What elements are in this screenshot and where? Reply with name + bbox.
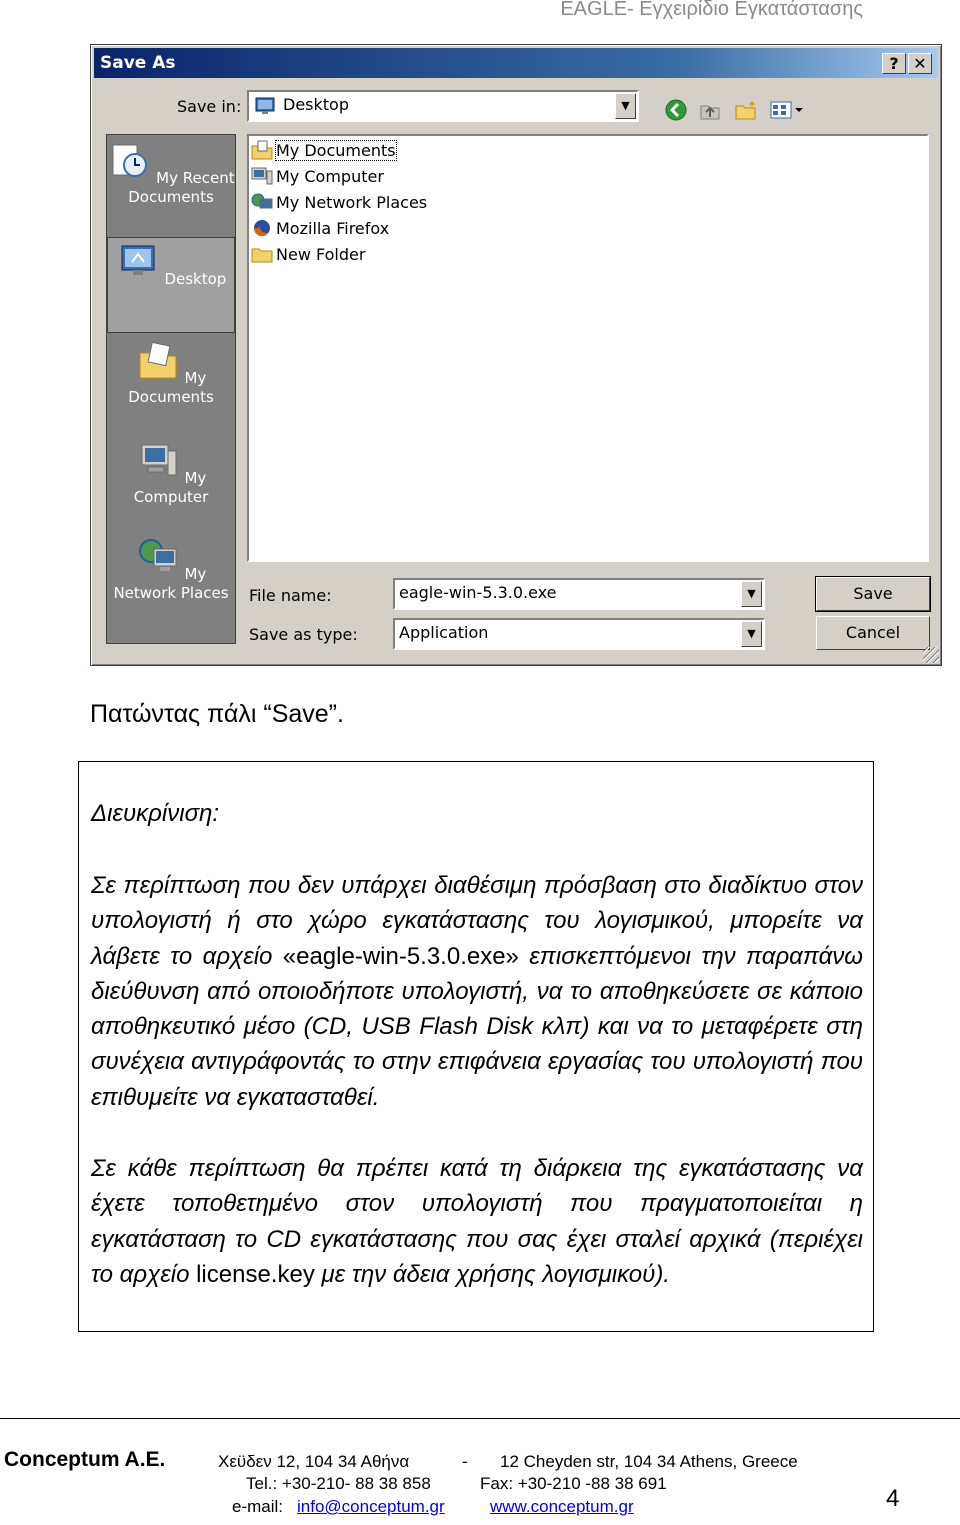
save-as-type-select[interactable]: [393, 618, 765, 650]
file-name-value: eagle-win-5.3.0.exe: [399, 583, 557, 602]
file-name-input[interactable]: [393, 578, 765, 610]
footer-separator: -: [462, 1452, 468, 1471]
save-button[interactable]: Save: [816, 577, 930, 611]
my-computer-icon: [251, 166, 273, 186]
cancel-button[interactable]: Cancel: [816, 616, 930, 650]
footer-fax: Fax: +30-210 -88 38 691: [480, 1474, 667, 1493]
save-as-type-label: Save as type:: [249, 625, 358, 644]
clarification-box: [78, 761, 874, 1332]
views-menu-icon[interactable]: [769, 98, 805, 122]
place-my-documents[interactable]: [107, 341, 235, 407]
file-list[interactable]: [247, 134, 929, 562]
page-header: EAGLE- Εγχειρίδιο Εγκατάστασης: [560, 0, 863, 20]
save-in-label: Save in:: [177, 97, 242, 116]
caption: Πατώντας πάλι “Save”.: [90, 700, 344, 728]
clarification-paragraph-1: [91, 868, 863, 1115]
paragraph-text: επισκεπτόμενοι την παραπάνω διεύθυνση από οποιοδήποτε υπολογιστή, να το αποθηκεύσετε σε κάποιο αποθηκευτικό μέσο (CD, USB Flash Disk κλπ) και να το μεταφέρετε στη συνέχεια αντιγράφοντάς το στην επιφάνεια εργασίας του υπολογιστή που επιθυμείτε να εγκατασταθεί.: [91, 942, 863, 1111]
chevron-down-icon[interactable]: ▼: [615, 93, 636, 119]
save-in-combo[interactable]: [247, 90, 639, 122]
save-in-value: Desktop: [283, 95, 349, 114]
file-item-my-documents[interactable]: [251, 138, 396, 162]
place-label: Desktop: [164, 270, 227, 288]
close-button[interactable]: ✕: [908, 53, 932, 74]
save-as-type-value: Application: [399, 623, 489, 642]
my-documents-icon: [251, 140, 273, 160]
footer-email-label: e-mail:: [232, 1497, 284, 1516]
file-name-label: File name:: [249, 586, 332, 605]
footer-company: Conceptum A.E.: [4, 1448, 166, 1471]
footer-email-link[interactable]: info@conceptum.gr: [297, 1497, 445, 1516]
footer-address-gr: Χεϋδεν 12, 104 34 Αθήνα: [218, 1452, 410, 1471]
place-label: My Computer: [133, 469, 209, 506]
file-item-my-network-places[interactable]: [251, 190, 427, 214]
page-number: 4: [886, 1485, 900, 1512]
chevron-down-icon[interactable]: ▼: [741, 581, 762, 607]
folder-icon: [251, 244, 273, 264]
paragraph-text: με την άδεια χρήσης λογισμικού).: [314, 1260, 670, 1288]
up-folder-icon[interactable]: [697, 98, 723, 122]
place-my-recent-documents[interactable]: [107, 141, 235, 207]
desktop-icon: [255, 96, 277, 116]
footer-divider: [0, 1418, 960, 1419]
file-item-mozilla-firefox[interactable]: [251, 216, 389, 240]
file-name: My Computer: [276, 166, 384, 186]
file-name: My Network Places: [276, 192, 428, 212]
save-as-dialog: [90, 44, 942, 666]
resize-grip[interactable]: [923, 647, 939, 663]
file-reference: license.key: [196, 1260, 315, 1288]
place-label: My Network Places: [113, 565, 229, 602]
place-my-computer[interactable]: [107, 441, 235, 507]
clarification-paragraph-2: [91, 1151, 863, 1292]
dialog-titlebar[interactable]: [94, 48, 938, 78]
places-bar: [106, 134, 236, 644]
footer-tel: Tel.: +30-210- 88 38 858: [246, 1474, 431, 1493]
footer-address-en: 12 Cheyden str, 104 34 Athens, Greece: [500, 1452, 798, 1471]
network-places-icon: [136, 537, 180, 577]
file-reference: «eagle-win-5.3.0.exe»: [282, 942, 519, 970]
network-places-icon: [251, 192, 273, 212]
clarification-title: Διευκρίνιση:: [91, 800, 220, 827]
place-desktop[interactable]: [107, 237, 235, 333]
file-name: My Documents: [276, 140, 396, 160]
my-computer-icon: [136, 441, 180, 481]
paragraph-text: Σε περίπτωση που δεν υπάρχει διαθέσιμη πρόσβαση στο διαδίκτυο στον υπολογιστή ή στο χώρο εγκατάστασης του λογισμικού, μπορείτε να λάβετε το αρχείο: [91, 872, 863, 970]
place-label: My Recent Documents: [128, 169, 235, 206]
footer-website-link[interactable]: www.conceptum.gr: [490, 1497, 634, 1516]
file-name: New Folder: [276, 244, 366, 264]
place-label: My Documents: [128, 369, 214, 406]
help-button[interactable]: ?: [882, 53, 906, 74]
file-item-my-computer[interactable]: [251, 164, 384, 188]
firefox-icon: [251, 218, 273, 238]
chevron-down-icon[interactable]: ▼: [741, 621, 762, 647]
recent-documents-icon: [107, 141, 151, 181]
place-my-network-places[interactable]: [107, 537, 235, 603]
my-documents-icon: [136, 341, 180, 381]
dialog-title: Save As: [100, 53, 176, 73]
file-item-new-folder[interactable]: [251, 242, 365, 266]
paragraph-text: Σε κάθε περίπτωση θα πρέπει κατά τη διάρκεια της εγκατάστασης να έχετε τοποθετημένο στον υπολογιστή που πραγματοποιείται η εγκατάσταση το CD εγκατάστασης που σας έχει σταλεί αρχικά (περιέχει το αρχείο: [91, 1155, 863, 1288]
back-icon[interactable]: [663, 98, 689, 122]
file-name: Mozilla Firefox: [276, 218, 390, 238]
desktop-icon: [116, 242, 160, 282]
new-folder-icon[interactable]: [733, 98, 759, 122]
